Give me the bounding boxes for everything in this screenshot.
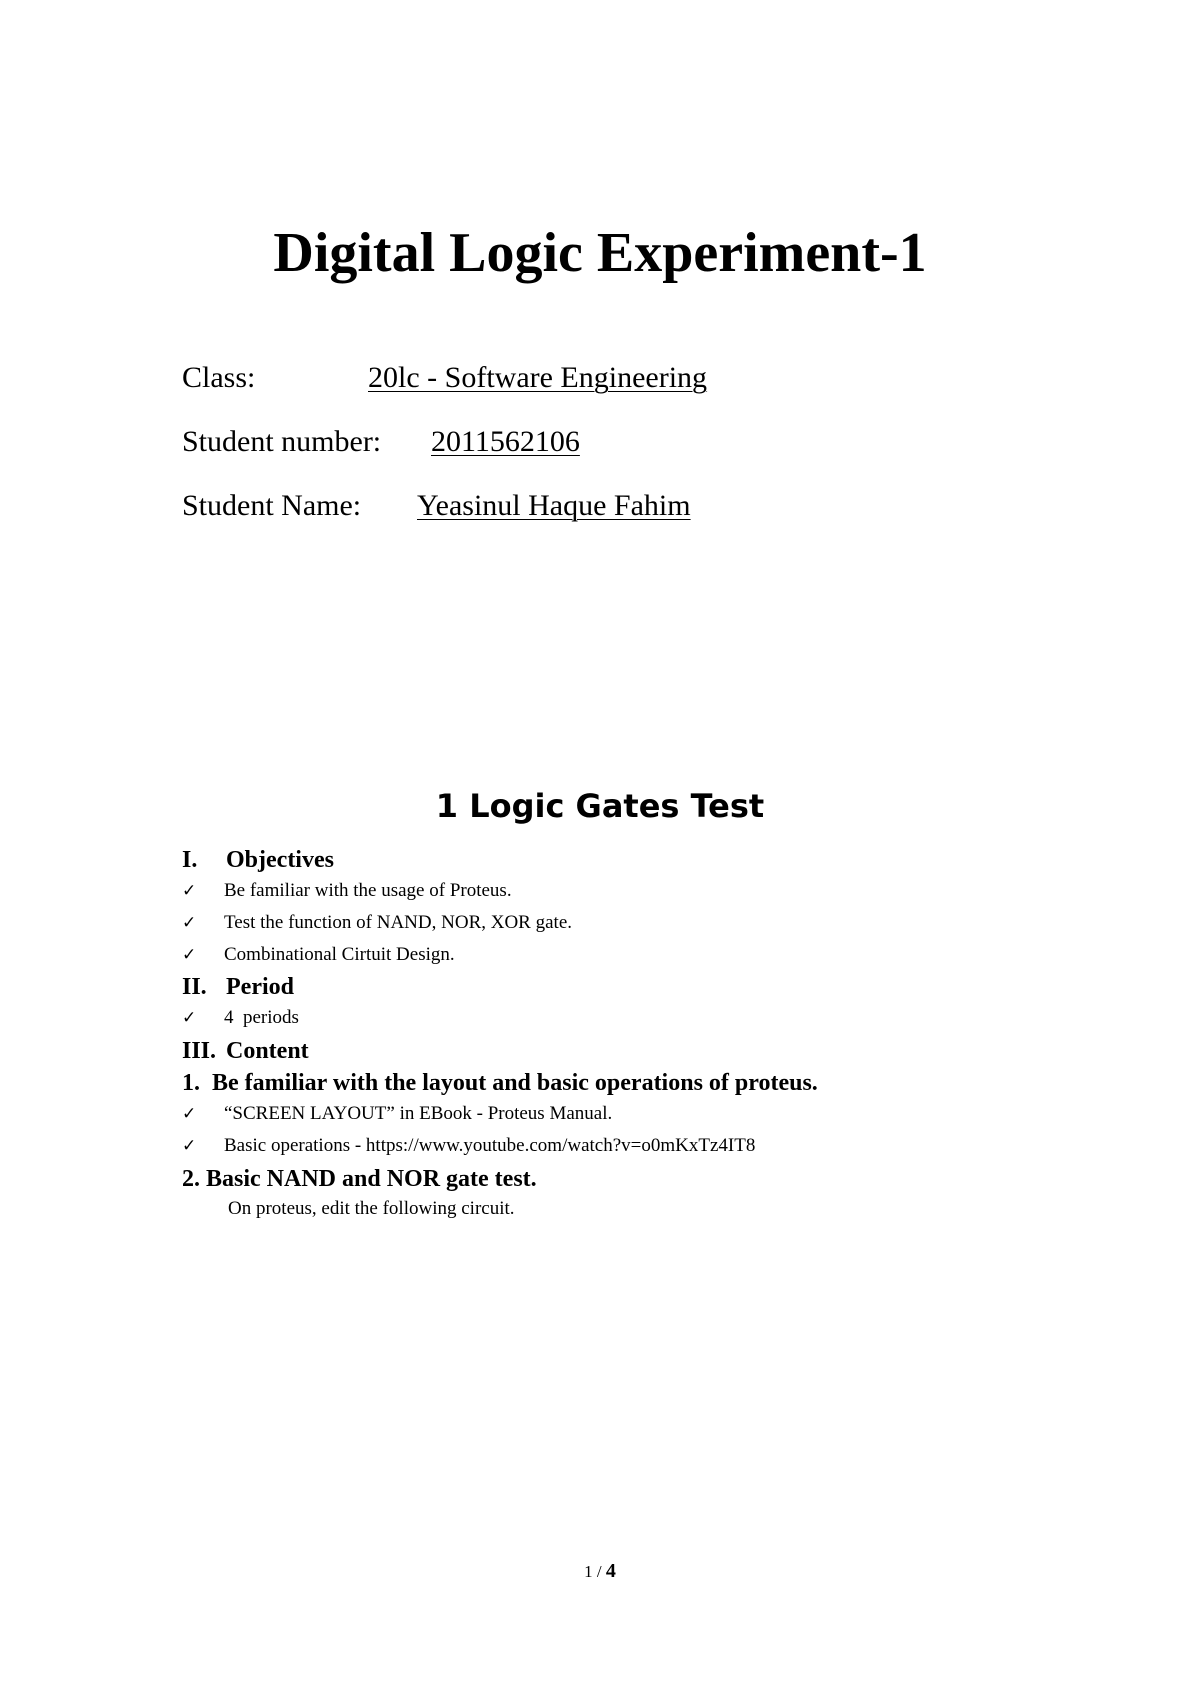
page-separator: /: [592, 1562, 606, 1581]
list-item: [182, 1133, 755, 1159]
page-indicator: [0, 1560, 1200, 1583]
list-item: ✓ Be familiar with the usage of Proteus.: [182, 878, 512, 904]
student-number-label: Student number:: [182, 425, 382, 458]
page-current: 1: [584, 1562, 593, 1581]
student-name-value: Yeasinul Haque Fahim: [417, 489, 691, 522]
list-item: ✓ “SCREEN LAYOUT” in EBook - Proteus Manual.: [182, 1101, 612, 1127]
page-total: 4: [605, 1560, 616, 1582]
period-number: II.: [182, 974, 207, 1000]
class-value: 20lc - Software Engineering: [368, 361, 708, 394]
content-label: Content: [226, 1038, 309, 1064]
section-title: 1 Logic Gates Test: [435, 787, 765, 825]
period-heading: [182, 972, 294, 1002]
check-icon: ✓: [182, 881, 197, 901]
check-icon: ✓: [182, 945, 197, 965]
subsection-2-title: 2. Basic NAND and NOR gate test.: [182, 1166, 537, 1192]
content-heading: [182, 1036, 309, 1066]
objectives-number: I.: [182, 847, 198, 873]
period-label: Period: [226, 974, 294, 1000]
objectives-label: Objectives: [226, 847, 334, 873]
subsection-1-title: 1. Be familiar with the layout and basic operations of proteus.: [182, 1070, 818, 1096]
list-item: ✓ Combinational Cirtuit Design.: [182, 942, 455, 968]
class-label: Class:: [182, 361, 256, 394]
youtube-link-text: Basic operations - https://www.youtube.com/watch?v=o0mKxTz4IT8: [224, 1135, 756, 1156]
list-item: ✓ 4 periods: [182, 1005, 299, 1031]
check-icon: ✓: [182, 1104, 197, 1124]
student-number-value: 2011562106: [431, 425, 580, 458]
list-item: ✓ Test the function of NAND, NOR, XOR gate.: [182, 910, 572, 936]
subsection-2-text: On proteus, edit the following circuit.: [228, 1198, 515, 1219]
check-icon: ✓: [182, 1008, 197, 1028]
student-name-label: Student Name:: [182, 489, 362, 522]
content-number: III.: [182, 1038, 217, 1064]
check-icon: ✓: [182, 913, 197, 933]
document-title: Digital Logic Experiment-1: [273, 222, 927, 284]
objectives-heading: [182, 845, 334, 875]
check-icon: ✓: [182, 1136, 197, 1156]
